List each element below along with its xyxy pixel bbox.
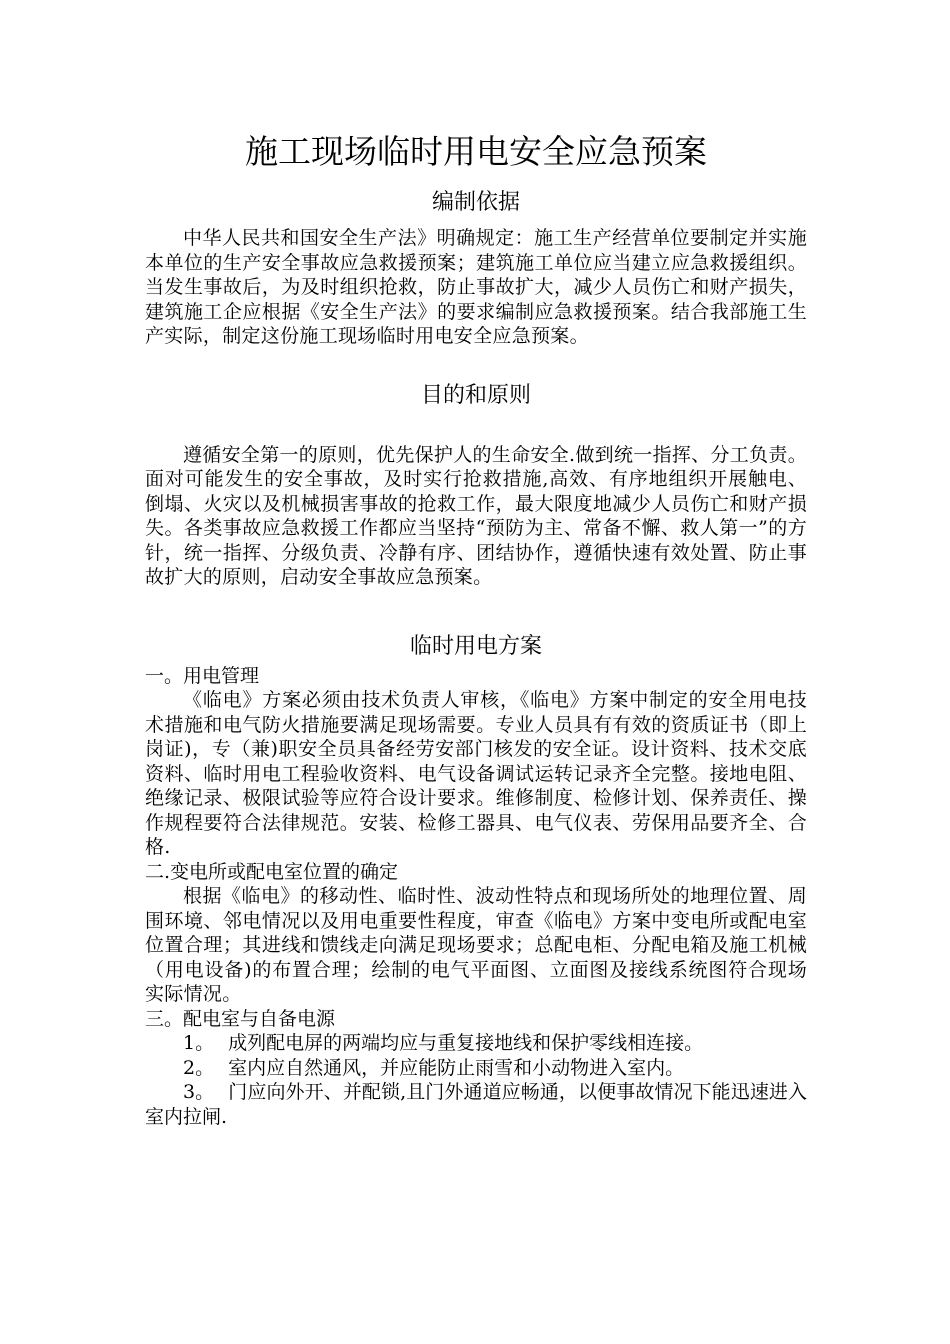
subsection-paragraph-substation: 根据《临电》的移动性、临时性、波动性特点和现场所处的地理位置、周围环境、邻电情况以及用电重要性程度，审查《临电》方案中变电所或配电室位置合理；其进线和馈线走向满足现场要求；总配电柜、分配电箱及施工机械（用电设备)的布置合理；绘制的电气平面图、立面图及接线系统图符合现场实际情况。	[145, 885, 807, 1005]
subsection-title-power-room: 三。配电室与自备电源	[145, 1007, 336, 1030]
section-heading-plan: 临时用电方案	[409, 633, 542, 659]
list-item	[145, 1031, 807, 1056]
document-title: 施工现场临时用电安全应急预案	[245, 132, 707, 171]
subsection-title-substation: 二.变电所或配电室位置的确定	[145, 860, 399, 883]
list-item-text: 室内应自然通风，并应能防止雨雪和小动物进入室内。	[228, 1056, 685, 1079]
list-item-text: 成列配电屏的两端均应与重复接地线和保护零线相连接。	[228, 1032, 704, 1054]
list-item-number: 3。	[183, 1081, 215, 1103]
list-item-number: 2。	[183, 1056, 215, 1079]
subsection-paragraph-management: 《临电》方案必须由技术负责人审核，《临电》方案中制定的安全用电技术措施和电气防火措施要满足现场需要。专业人员具有有效的资质证书（即上岗证)，专（兼)职安全员具备经劳安部门核发的安全证。设计资料、技术交底资料、临时用电工程验收资料、电气设备调试运转记录齐全完整。接地电阻、绝缘记录、极限试验等应符合设计要求。维修制度、检修计划、保养责任、操作规程要符合法律规范。安装、检修工器具、电气仪表、劳保用品要齐全、合格.	[145, 689, 807, 858]
section-paragraph-basis: 中华人民共和国安全生产法》明确规定：施工生产经营单位要制定并实施本单位的生产安全事故应急救援预案；建筑施工单位应当建立应急救援组织。当发生事故后，为及时组织抢救，防止事故扩大，减少人员伤亡和财产损失，建筑施工企应根据《安全生产法》的要求编制应急救援预案。结合我部施工生产实际，制定这份施工现场临时用电安全应急预案。	[145, 227, 807, 347]
list-item-number: 1。	[183, 1032, 215, 1054]
list-item-text: 门应向外开、并配锁,且门外通道应畅通，以便事故情况下能迅速进入室内拉闸.	[145, 1081, 808, 1128]
list-item	[145, 1080, 807, 1129]
section-heading-basis: 编制依据	[431, 190, 520, 215]
list-item	[145, 1056, 807, 1081]
subsection-title-management: 一。用电管理	[145, 664, 260, 687]
section-heading-purpose: 目的和原则	[420, 382, 531, 408]
document-page	[145, 128, 807, 1129]
section-paragraph-purpose: 遵循安全第一的原则，优先保护人的生命安全.做到统一指挥、分工负责。面对可能发生的安全事故，及时实行抢救措施,高效、有序地组织开展触电、倒塌、火灾以及机械损害事故的抢救工作，最大限度地减少人员伤亡和财产损失。各类事故应急救援工作都应当坚持“预防为主、常备不懈、救人第一”的方针，统一指挥、分级负责、冷静有序、团结协作，遵循快速有效处置、防止事故扩大的原则，启动安全事故应急预案。	[145, 443, 807, 588]
